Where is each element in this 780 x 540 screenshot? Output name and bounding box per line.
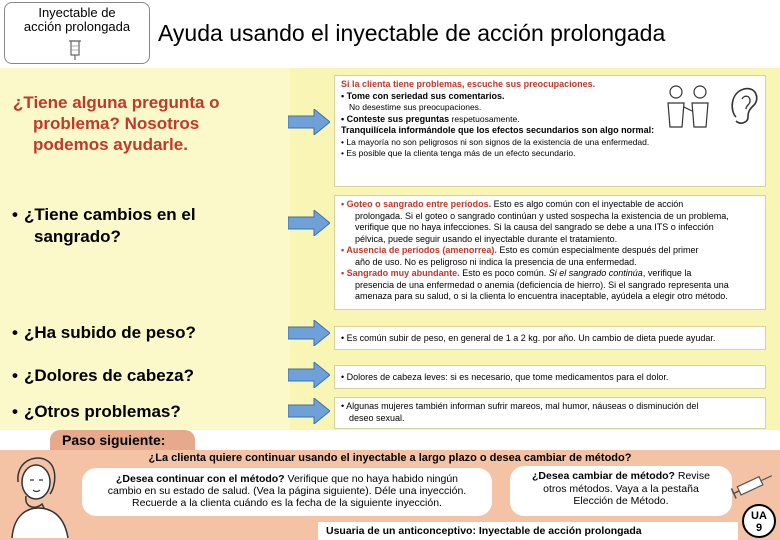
counseling-people-icon: [660, 83, 716, 131]
right-arrow-icon: [288, 398, 330, 424]
change-method-head: ¿Desea cambiar de método?: [532, 470, 675, 482]
question-other: [12, 402, 181, 422]
ear-icon: [722, 83, 766, 129]
question-weight-label: ¿Ha subido de peso?: [23, 323, 196, 342]
next-step-label: Paso siguiente:: [50, 430, 195, 450]
panel-concerns-line-6: • La mayoría no son peligrosos ni son signos de la existencia de una enfermedad.: [341, 136, 650, 147]
section-tab[interactable]: [4, 2, 150, 64]
continue-method-box: [82, 468, 492, 516]
bullet: •: [12, 323, 18, 342]
panel-bleeding-a-head: • Goteo o sangrado entre períodos.: [341, 199, 492, 209]
continue-method-head: ¿Desea continuar con el método?: [115, 473, 285, 485]
question-bleeding-line-2: sangrado?: [34, 227, 121, 246]
change-method-line-2: otros métodos. Vaya a la pestaña: [543, 482, 699, 495]
panel-bleeding-c-1: Esto es poco común.: [459, 268, 549, 278]
panel-bleeding-c-1b: , verifique la: [642, 268, 692, 278]
panel-bleeding-c-1i: Si el sangrado continúa: [548, 268, 643, 278]
change-method-line-3: Elección de Método.: [573, 495, 669, 507]
tab-label-line-2: acción prolongada: [23, 19, 131, 34]
panel-other-line-1: • Algunas mujeres también informan sufrir mareos, mal humor, náuseas o disminución del: [341, 401, 699, 411]
panel-headache-text: • Dolores de cabeza leves: si es necesario, que tome medicamentos para el dolor.: [341, 372, 669, 382]
panel-weight: [334, 326, 766, 350]
main-question: [13, 92, 273, 155]
panel-bleeding-a-3: verifique que no haya infecciones. Si la causa del sangrado se debe a una ITS o infección: [355, 222, 714, 232]
panel-bleeding-a-2: prolongada. Si el goteo o sangrado continúan y usted sospecha la existencia de un problema,: [355, 210, 729, 221]
panel-bleeding-c-head-3: .: [457, 268, 460, 278]
panel-bleeding-a-1: Esto es algo común con el inyectable de acción: [491, 199, 684, 209]
question-headache-label: ¿Dolores de cabeza?: [23, 366, 195, 385]
question-bleeding-line-1: ¿Tiene cambios en el: [23, 205, 196, 224]
panel-concerns-line-4b: respetuosamente.: [449, 113, 520, 124]
panel-bleeding-b-2: año de uso. No es peligroso ni indica la presencia de una enfermedad.: [355, 256, 637, 267]
footer-title: Usuaria de un anticonceptivo: Inyectable de acción prolongada: [318, 522, 738, 540]
right-arrow-icon: [288, 109, 330, 135]
page-badge: [742, 504, 776, 538]
syringe-icon: [63, 39, 87, 61]
question-other-label: ¿Otros problemas?: [23, 402, 181, 421]
header: [0, 0, 780, 68]
bullet: •: [12, 205, 18, 224]
badge-line-2: 9: [755, 522, 763, 534]
right-arrow-icon: [288, 210, 330, 236]
question-bleeding: [12, 204, 282, 248]
question-headache: [12, 366, 194, 386]
panel-bleeding-c-2: presencia de una enfermedad o anemia (deficiencia de hierro). Si el sangrado representa una: [355, 279, 729, 290]
panel-concerns-line-4a: • Conteste sus preguntas: [341, 113, 450, 124]
panel-bleeding-b-head: • Ausencia de períodos (amenorrea).: [341, 245, 497, 255]
panel-other: [334, 397, 766, 429]
woman-thinking-icon: [6, 452, 78, 538]
panel-concerns-line-2: • Tome con seriedad sus comentarios.: [341, 90, 505, 101]
panel-bleeding-a-4: pélvica, puede seguir usando el inyectable durante el tratamiento.: [355, 233, 618, 244]
next-step-question: ¿La clienta quiere continuar usando el inyectable a largo plazo o desea cambiar de método?: [148, 452, 632, 464]
panel-headache: [334, 365, 766, 389]
page-title: Ayuda usando el inyectable de acción prolongada: [158, 20, 666, 46]
syringe-icon: [730, 470, 776, 500]
tab-label-line-1: Inyectable de: [38, 5, 116, 20]
panel-bleeding: [334, 195, 766, 310]
main-question-line-1: ¿Tiene alguna pregunta o: [13, 93, 220, 112]
badge-line-1: UA: [751, 510, 767, 522]
bullet: •: [12, 366, 18, 385]
panel-other-line-2: deseo sexual.: [349, 412, 405, 423]
continue-method-line-2: cambio en su estado de salud. (Vea la página siguiente). Déle una inyección.: [107, 485, 467, 497]
main-question-line-3: podemos ayudarle.: [33, 135, 188, 154]
panel-weight-text: • Es común subir de peso, en general de 1 a 2 kg. por año. Un cambio de dieta puede ayudar.: [341, 333, 716, 343]
panel-concerns-line-5: Tranquilícela informándole que los efectos secundarios son algo normal:: [341, 125, 655, 135]
panel-concerns-line-3: No desestime sus preocupaciones.: [349, 102, 482, 112]
continue-method-line-3: Recuerde a la clienta cuándo es la fecha de la siguiente inyección.: [132, 497, 442, 509]
continue-method-line-1: Verifique que no haya habido ningún: [284, 473, 459, 485]
bullet: •: [12, 402, 18, 421]
right-arrow-icon: [288, 320, 330, 346]
main-question-line-2: problema? Nosotros: [33, 114, 200, 133]
panel-bleeding-c-head-1: • Sangrado: [341, 268, 391, 278]
panel-bleeding-b-1: Esto es común especialmente después del primer: [496, 245, 699, 255]
panel-concerns-line-7: • Es posible que la clienta tenga más de un efecto secundario.: [341, 148, 576, 158]
panel-bleeding-c-head-2: muy abundante: [390, 268, 458, 278]
right-arrow-icon: [288, 362, 330, 388]
change-method-line-1: Revise: [674, 470, 710, 482]
question-weight: [12, 323, 196, 343]
panel-bleeding-c-3: amenaza para su salud, o si la clienta lo encuentra inaceptable, ayúdela a elegir otro método.: [355, 291, 728, 301]
panel-concerns-line-1: Si la clienta tiene problemas, escuche sus preocupaciones.: [341, 79, 596, 89]
change-method-box: [510, 466, 732, 516]
